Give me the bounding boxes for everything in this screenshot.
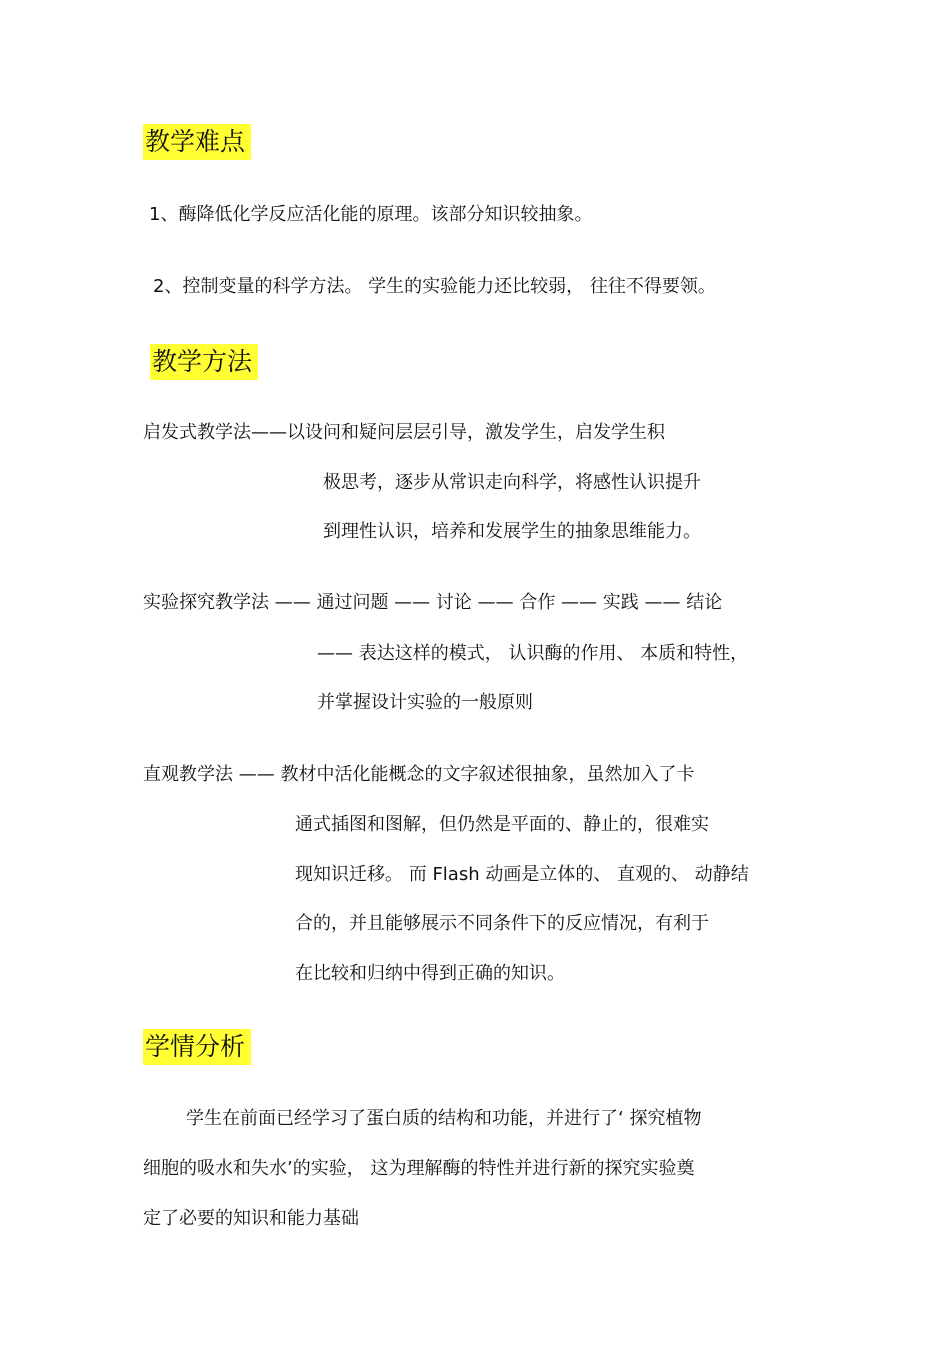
students-line-3: 定了必要的知识和能力基础 [143, 1208, 359, 1229]
method-intuitive-line-4: 合的，并且能够展示不同条件下的反应情况，有利于 [295, 913, 709, 934]
method-heuristic-line-1: 启发式教学法——以设问和疑问层层引导，激发学生，启发学生积 [143, 422, 665, 443]
method-intuitive-line-3: 现知识迁移。 而 Flash 动画是立体的、 直观的、 动静结 [295, 864, 749, 885]
method-experimental-line-3: 并掌握设计实验的一般原则 [317, 692, 533, 713]
method-heuristic-line-2: 极思考，逐步从常识走向科学，将感性认识提升 [323, 472, 701, 493]
method-experimental-line-1: 实验探究教学法 —— 通过问题 —— 讨论 —— 合作 —— 实践 —— 结论 [143, 592, 723, 613]
heading-methods: 教学方法 [150, 344, 258, 380]
heading-difficulties: 教学难点 [143, 124, 251, 160]
method-intuitive-line-1: 直观教学法 —— 教材中活化能概念的文字叙述很抽象，虽然加入了卡 [143, 764, 695, 785]
students-line-1: 学生在前面已经学习了蛋白质的结构和功能，并进行了‘ 探究植物 [186, 1108, 702, 1129]
difficulty-item-2: 2、控制变量的科学方法。 学生的实验能力还比较弱， 往往不得要领。 [153, 276, 716, 297]
method-experimental-line-2: —— 表达这样的模式， 认识酶的作用、 本质和特性， [317, 643, 749, 664]
method-intuitive-line-2: 通式插图和图解，但仍然是平面的、静止的，很难实 [295, 814, 709, 835]
heading-students: 学情分析 [143, 1029, 251, 1065]
students-line-2: 细胞的吸水和失水’的实验， 这为理解酶的特性并进行新的探究实验奠 [143, 1158, 695, 1179]
method-intuitive-line-5: 在比较和归纳中得到正确的知识。 [295, 963, 565, 984]
method-heuristic-line-3: 到理性认识，培养和发展学生的抽象思维能力。 [323, 521, 701, 542]
difficulty-item-1: 1、酶降低化学反应活化能的原理。该部分知识较抽象。 [149, 204, 593, 225]
